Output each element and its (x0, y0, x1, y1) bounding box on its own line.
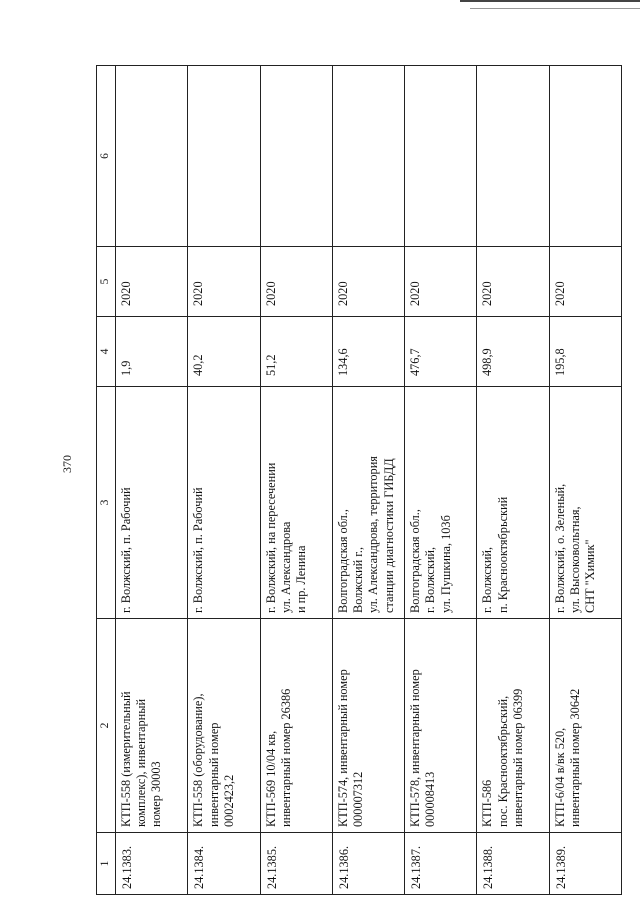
table-row (405, 66, 477, 895)
object-extra (549, 66, 621, 247)
object-name: КТП-558 (оборудование), инвентарный номер 0002423,2 (188, 619, 260, 833)
object-address: Волгоградская обл., г. Волжский, ул. Пушкина, 103б (405, 387, 477, 619)
object-extra (116, 66, 188, 247)
row-number: 24.1383. (116, 833, 188, 895)
object-address: г. Волжский, п. Рабочий (116, 387, 188, 619)
table-row (116, 66, 188, 895)
column-header: 6 (97, 66, 116, 247)
scan-artifact-line (470, 8, 640, 9)
object-value: 195,8 (549, 317, 621, 387)
row-number: 24.1386. (332, 833, 404, 895)
row-number: 24.1387. (405, 833, 477, 895)
object-year: 2020 (188, 247, 260, 317)
object-year: 2020 (332, 247, 404, 317)
object-year: 2020 (477, 247, 549, 317)
object-extra (332, 66, 404, 247)
row-number: 24.1388. (477, 833, 549, 895)
object-value: 476,7 (405, 317, 477, 387)
property-table (96, 65, 622, 895)
row-number: 24.1384. (188, 833, 260, 895)
object-value: 40,2 (188, 317, 260, 387)
object-address: г. Волжский, на пересечении ул. Александрова и пр. Ленина (260, 387, 332, 619)
row-number: 24.1389. (549, 833, 621, 895)
page-number: 370 (60, 455, 74, 473)
object-name: КТП-6/04 в/вк 520, инвентарный номер 30642 (549, 619, 621, 833)
row-number: 24.1385. (260, 833, 332, 895)
object-address: г. Волжский, п. Краснооктябрьский (477, 387, 549, 619)
table-header-row (97, 66, 116, 895)
rotated-table-container (96, 65, 622, 895)
object-value: 51,2 (260, 317, 332, 387)
object-extra (188, 66, 260, 247)
object-year: 2020 (405, 247, 477, 317)
object-name: КТП-569 10/04 кв, инвентарный номер 26386 (260, 619, 332, 833)
column-header: 3 (97, 387, 116, 619)
column-header: 1 (97, 833, 116, 895)
table-row (332, 66, 404, 895)
object-name: КТП-578, инвентарный номер 000008413 (405, 619, 477, 833)
table-row (549, 66, 621, 895)
column-header: 2 (97, 619, 116, 833)
object-extra (477, 66, 549, 247)
scan-artifact-line (460, 0, 640, 2)
object-name: КТП-586 пос. Краснооктябрьский, инвентарный номер 06399 (477, 619, 549, 833)
object-address: г. Волжский, п. Рабочий (188, 387, 260, 619)
object-value: 134,6 (332, 317, 404, 387)
object-year: 2020 (116, 247, 188, 317)
table-row (260, 66, 332, 895)
object-year: 2020 (549, 247, 621, 317)
column-header: 4 (97, 317, 116, 387)
object-year: 2020 (260, 247, 332, 317)
table-row (188, 66, 260, 895)
object-extra (260, 66, 332, 247)
object-extra (405, 66, 477, 247)
object-name: КТП-558 (измерительный комплекс), инвентарный номер 30003 (116, 619, 188, 833)
object-address: г. Волжский, о. Зеленый, ул. Высоковольтная, СНТ "Химик" (549, 387, 621, 619)
object-value: 498,9 (477, 317, 549, 387)
column-header: 5 (97, 247, 116, 317)
object-name: КТП-574, инвентарный номер 000007312 (332, 619, 404, 833)
object-address: Волгоградская обл., Волжский г., ул. Александрова, территория станции диагностики ГИБДД (332, 387, 404, 619)
object-value: 1,9 (116, 317, 188, 387)
table-row (477, 66, 549, 895)
